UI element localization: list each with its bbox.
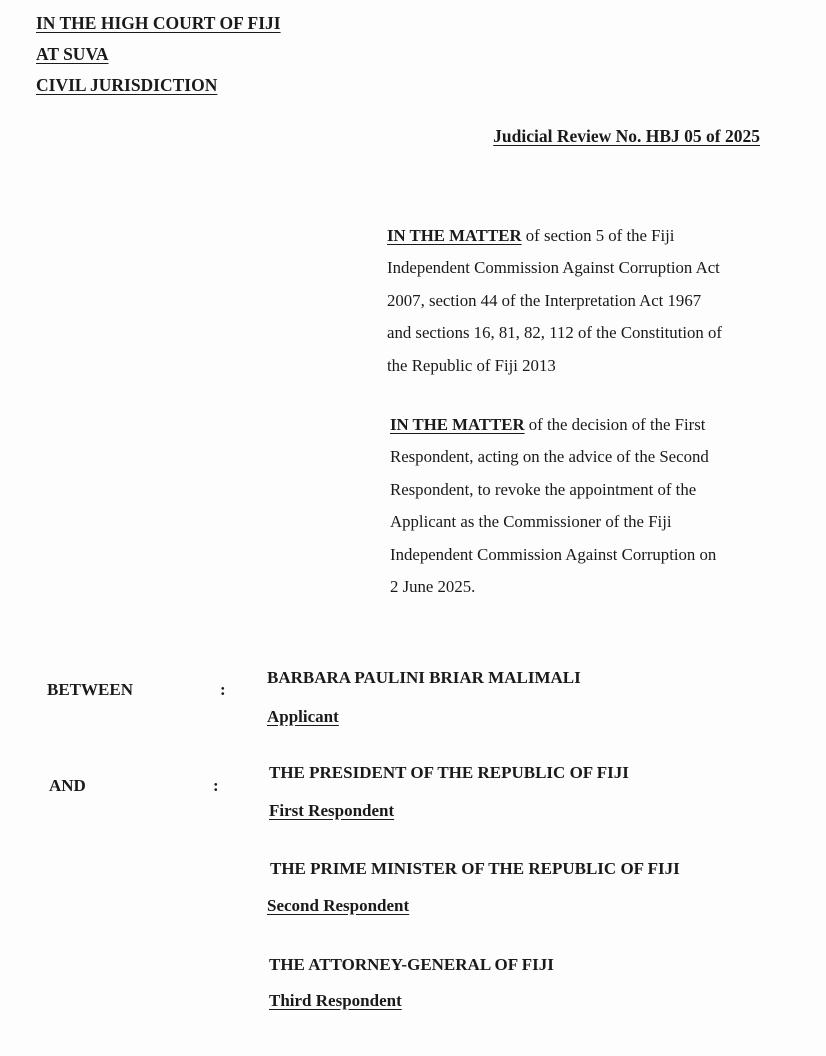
matter-1-lead: IN THE MATTER (387, 226, 522, 245)
applicant-role: Applicant (267, 707, 339, 726)
matter-2-line-2: Respondent, acting on the advice of the Second (390, 447, 709, 467)
second-respondent-role: Second Respondent (267, 896, 410, 915)
court-jurisdiction: CIVIL JURISDICTION (36, 75, 218, 95)
matter-2-line-3: Respondent, to revoke the appointment of the (390, 479, 697, 499)
court-location: AT SUVA (36, 44, 109, 64)
matter-1-line-5: the Republic of Fiji 2013 (387, 355, 556, 375)
and-colon: : (213, 776, 219, 795)
matter-1-text: of section 5 of the Fiji (521, 226, 675, 245)
and-label: AND (49, 776, 86, 795)
matter-2-line-4: Applicant as the Commissioner of the Fiji (390, 512, 672, 532)
third-respondent-name: THE ATTORNEY-GENERAL OF FIJI (269, 955, 554, 974)
matter-2-text: of the decision of the First (524, 415, 706, 434)
matter-2-line-1 (390, 409, 770, 441)
matter-1-line-3: 2007, section 44 of the Interpretation Act 1967 (387, 290, 702, 310)
case-number: Judicial Review No. HBJ 05 of 2025 (493, 126, 760, 146)
third-respondent-role: Third Respondent (269, 991, 402, 1010)
matter-paragraph-2 (390, 409, 770, 603)
applicant-name: BARBARA PAULINI BRIAR MALIMALI (267, 668, 581, 687)
matter-1-line-1 (387, 220, 767, 252)
second-respondent-name: THE PRIME MINISTER OF THE REPUBLIC OF FIJI (270, 859, 680, 878)
first-respondent-role: First Respondent (269, 801, 395, 820)
matter-2-line-6: 2 June 2025. (390, 577, 476, 597)
court-name: IN THE HIGH COURT OF FIJI (36, 13, 281, 33)
matter-2-lead: IN THE MATTER (390, 415, 525, 434)
first-respondent-name: THE PRESIDENT OF THE REPUBLIC OF FIJI (269, 763, 629, 782)
matter-1-line-2: Independent Commission Against Corruption Act (387, 258, 720, 278)
matter-1-line-4: and sections 16, 81, 82, 112 of the Constitution of (387, 323, 722, 343)
matter-paragraph-1 (387, 220, 767, 382)
between-label: BETWEEN (47, 680, 133, 699)
between-colon: : (220, 680, 226, 699)
matter-2-line-5: Independent Commission Against Corruption on (390, 544, 717, 564)
court-heading (36, 8, 281, 101)
